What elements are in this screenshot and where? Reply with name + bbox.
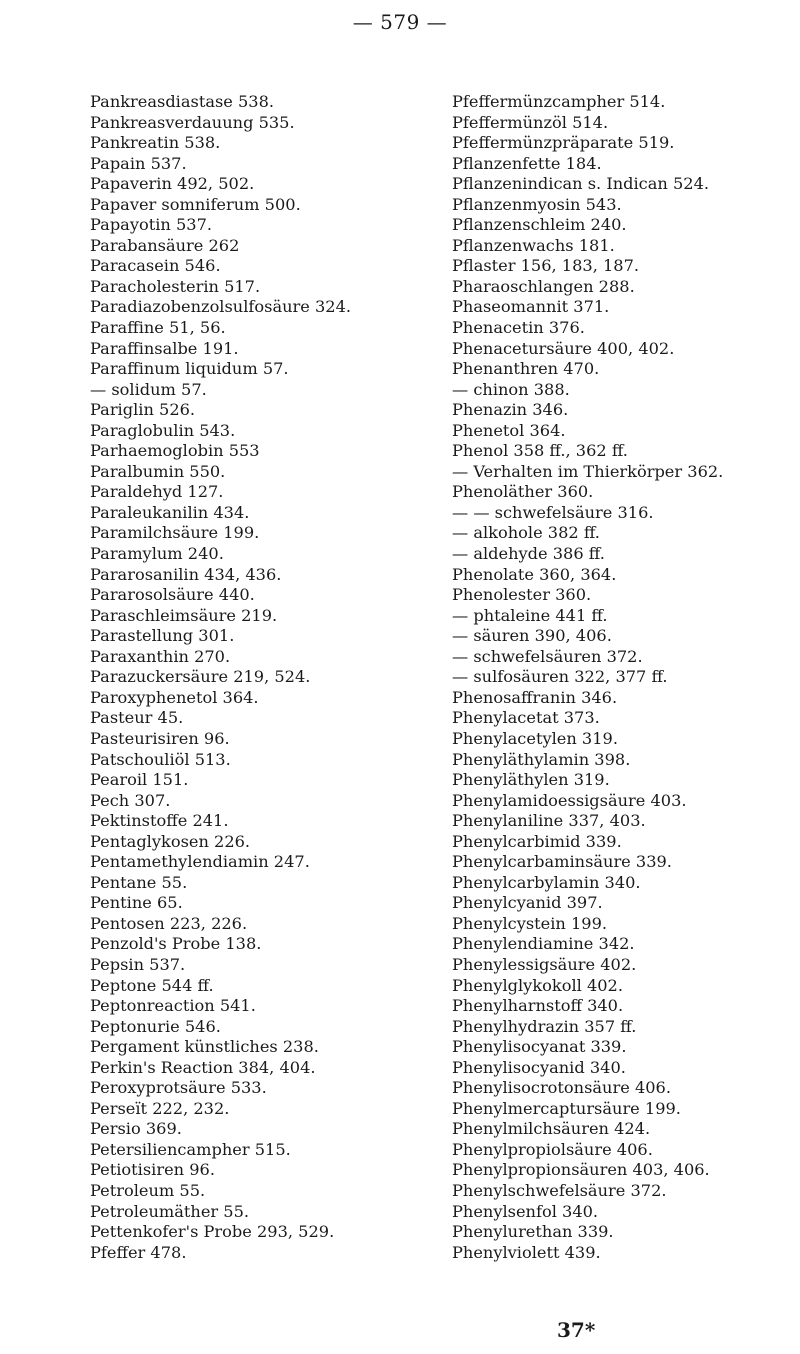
index-entry: Pararosanilin 434, 436. bbox=[90, 564, 282, 584]
index-entry: Papayotin 537. bbox=[90, 215, 213, 235]
index-entry: Pflanzenwachs 181. bbox=[452, 235, 615, 255]
index-entry: Phenylglykokoll 402. bbox=[452, 975, 623, 995]
index-entry: Paraleukanilin 434. bbox=[90, 502, 250, 522]
index-entry: Pflanzenindican s. Indican 524. bbox=[452, 174, 710, 194]
index-entry: Perseït 222, 232. bbox=[90, 1098, 230, 1118]
index-entry: Phenol 358 ff., 362 ff. bbox=[452, 441, 628, 461]
index-entry: Phenylharnstoff 340. bbox=[452, 996, 624, 1016]
index-entry: Peptonurie 546. bbox=[90, 1016, 221, 1036]
index-entry: Phenylisocyanid 340. bbox=[452, 1057, 626, 1077]
index-entry: Petroleum 55. bbox=[90, 1180, 206, 1200]
index-entry: Pentosen 223, 226. bbox=[90, 913, 248, 933]
page-number: — 579 — bbox=[352, 10, 448, 34]
index-entry: — — schwefelsäure 316. bbox=[452, 502, 654, 522]
index-entry: Phenylcyanid 397. bbox=[452, 893, 603, 913]
index-entry: Phenyläthylamin 398. bbox=[452, 749, 631, 769]
index-entry: Paroxyphenetol 364. bbox=[90, 687, 259, 707]
index-entry: Phenolate 360, 364. bbox=[452, 564, 617, 584]
index-entry: Paramilchsäure 199. bbox=[90, 523, 260, 543]
index-entry: Petiotisiren 96. bbox=[90, 1160, 215, 1180]
index-entry: Phenylpropionsäuren 403, 406. bbox=[452, 1160, 710, 1180]
index-entry: Phenylaniline 337, 403. bbox=[452, 811, 646, 831]
index-entry: — schwefelsäuren 372. bbox=[452, 646, 643, 666]
index-entry: Peptonreaction 541. bbox=[90, 996, 256, 1016]
index-entry: Pflanzenmyosin 543. bbox=[452, 194, 622, 214]
index-entry: Petroleumäther 55. bbox=[90, 1201, 250, 1221]
index-entry: — aldehyde 386 ff. bbox=[452, 544, 605, 564]
index-entry: Pankreasdiastase 538. bbox=[90, 92, 275, 111]
index-entry: Phenosaffranin 346. bbox=[452, 687, 618, 707]
index-entry: Phenylmercaptursäure 199. bbox=[452, 1098, 681, 1118]
index-entry: Pflanzenschleim 240. bbox=[452, 215, 627, 235]
index-entry: Phenyläthylen 319. bbox=[452, 770, 610, 790]
index-entry: Parhaemoglobin 553 bbox=[90, 441, 260, 461]
index-entry: Persio 369. bbox=[90, 1119, 182, 1139]
index-entry: Paraschleimsäure 219. bbox=[90, 605, 278, 625]
index-entry: Pepsin 537. bbox=[90, 954, 186, 974]
index-entry: — chinon 388. bbox=[452, 379, 570, 399]
index-entry: Phenylendiamine 342. bbox=[452, 934, 635, 954]
index-entry: Phenylcystein 199. bbox=[452, 913, 608, 933]
index-entry: Petersiliencampher 515. bbox=[90, 1139, 291, 1159]
index-entry: — säuren 390, 406. bbox=[452, 626, 612, 646]
index-entry: Penzold's Probe 138. bbox=[90, 934, 262, 954]
index-entry: Paraglobulin 543. bbox=[90, 420, 236, 440]
index-entry: Paraffinsalbe 191. bbox=[90, 338, 239, 358]
index-entry: — Verhalten im Thierkörper 362. bbox=[452, 461, 724, 481]
index-entry: Pfeffermünzcampher 514. bbox=[452, 92, 666, 111]
index-entry: Pech 307. bbox=[90, 790, 171, 810]
index-entry: Pflanzenfette 184. bbox=[452, 153, 602, 173]
index-entry: Pharaoschlangen 288. bbox=[452, 276, 635, 296]
index-entry: Phaseomannit 371. bbox=[452, 297, 610, 317]
index-entry: Phenoläther 360. bbox=[452, 482, 594, 502]
index-entry: Phenylhydrazin 357 ff. bbox=[452, 1016, 637, 1036]
index-entry: Paraffine 51, 56. bbox=[90, 318, 226, 338]
index-entry: Phenazin 346. bbox=[452, 400, 569, 420]
index-entry: Pektinstoffe 241. bbox=[90, 811, 229, 831]
index-entry: Phenetol 364. bbox=[452, 420, 566, 440]
index-entry: Phenylacetylen 319. bbox=[452, 728, 618, 748]
index-entry: — alkohole 382 ff. bbox=[452, 523, 600, 543]
index-entry: Phenolester 360. bbox=[452, 585, 592, 605]
index-entry: Pasteurisiren 96. bbox=[90, 728, 230, 748]
index-entry: Paracholesterin 517. bbox=[90, 276, 261, 296]
index-entry: Phenylisocyanat 339. bbox=[452, 1037, 627, 1057]
index-entry: Phenacetursäure 400, 402. bbox=[452, 338, 675, 358]
index-entry: Pentine 65. bbox=[90, 893, 183, 913]
index-entry: Parazuckersäure 219, 524. bbox=[90, 667, 311, 687]
index-entry: Phenacetin 376. bbox=[452, 318, 585, 338]
index-entry: Phenylurethan 339. bbox=[452, 1222, 614, 1242]
index-entry: Papaverin 492, 502. bbox=[90, 174, 255, 194]
index-entry: Pasteur 45. bbox=[90, 708, 184, 728]
index-entry: Paraxanthin 270. bbox=[90, 646, 231, 666]
index-entry: Pankreasverdauung 535. bbox=[90, 112, 295, 132]
index-entry: Pentaglykosen 226. bbox=[90, 831, 251, 851]
index-entry: Paralbumin 550. bbox=[90, 461, 226, 481]
index-entry: Phenylacetat 373. bbox=[452, 708, 600, 728]
index-entry: Perkin's Reaction 384, 404. bbox=[90, 1057, 316, 1077]
index-entry: Phenanthren 470. bbox=[452, 359, 600, 379]
index-entry: Papain 537. bbox=[90, 153, 187, 173]
index-entry: — sulfosäuren 322, 377 ff. bbox=[452, 667, 668, 687]
index-entry: — solidum 57. bbox=[90, 379, 207, 399]
index-entry: Phenylisocrotonsäure 406. bbox=[452, 1078, 671, 1098]
index-entry: Peroxyprotsäure 533. bbox=[90, 1078, 267, 1098]
index-entry: Peptone 544 ff. bbox=[90, 975, 214, 995]
index-entry: Pergament künstliches 238. bbox=[90, 1037, 319, 1057]
index-column-left bbox=[90, 92, 420, 1263]
index-entry: Pearoil 151. bbox=[90, 770, 189, 790]
index-entry: Phenylcarbylamin 340. bbox=[452, 872, 641, 892]
index-entry: Paraldehyd 127. bbox=[90, 482, 224, 502]
index-entry: Parastellung 301. bbox=[90, 626, 235, 646]
index-entry: Phenylpropiolsäure 406. bbox=[452, 1139, 653, 1159]
index-entry: Phenylmilchsäuren 424. bbox=[452, 1119, 651, 1139]
signature-mark: 37* bbox=[557, 1318, 596, 1342]
index-entry: Parabansäure 262 bbox=[90, 235, 240, 255]
index-entry: Pariglin 526. bbox=[90, 400, 196, 420]
index-entry: Phenylessigsäure 402. bbox=[452, 954, 637, 974]
index-entry: Paramylum 240. bbox=[90, 544, 224, 564]
index-entry: Pankreatin 538. bbox=[90, 133, 221, 153]
index-entry: Paracasein 546. bbox=[90, 256, 221, 276]
index-entry: Pflaster 156, 183, 187. bbox=[452, 256, 640, 276]
index-entry: Phenylsenfol 340. bbox=[452, 1201, 599, 1221]
index-entry: Phenylviolett 439. bbox=[452, 1242, 601, 1262]
index-column-right bbox=[452, 92, 798, 1263]
index-entry: Paraffinum liquidum 57. bbox=[90, 359, 289, 379]
index-entry: Papaver somniferum 500. bbox=[90, 194, 301, 214]
index-entry: Pettenkofer's Probe 293, 529. bbox=[90, 1222, 335, 1242]
index-entry: Pfeffermünzöl 514. bbox=[452, 112, 609, 132]
index-entry: Pfeffermünzpräparate 519. bbox=[452, 133, 675, 153]
index-entry: Phenylschwefelsäure 372. bbox=[452, 1180, 667, 1200]
index-entry: Pentane 55. bbox=[90, 872, 188, 892]
index-entry: Phenylcarbaminsäure 339. bbox=[452, 852, 672, 872]
index-entry: Phenylamidoessigsäure 403. bbox=[452, 790, 687, 810]
index-entry: Phenylcarbimid 339. bbox=[452, 831, 622, 851]
index-entry: — phtaleine 441 ff. bbox=[452, 605, 608, 625]
index-entry: Pararosolsäure 440. bbox=[90, 585, 255, 605]
index-entry: Pentamethylendiamin 247. bbox=[90, 852, 310, 872]
index-entry: Patschouliöl 513. bbox=[90, 749, 231, 769]
index-entry: Paradiazobenzolsulfosäure 324. bbox=[90, 297, 352, 317]
index-entry: Pfeffer 478. bbox=[90, 1242, 187, 1262]
